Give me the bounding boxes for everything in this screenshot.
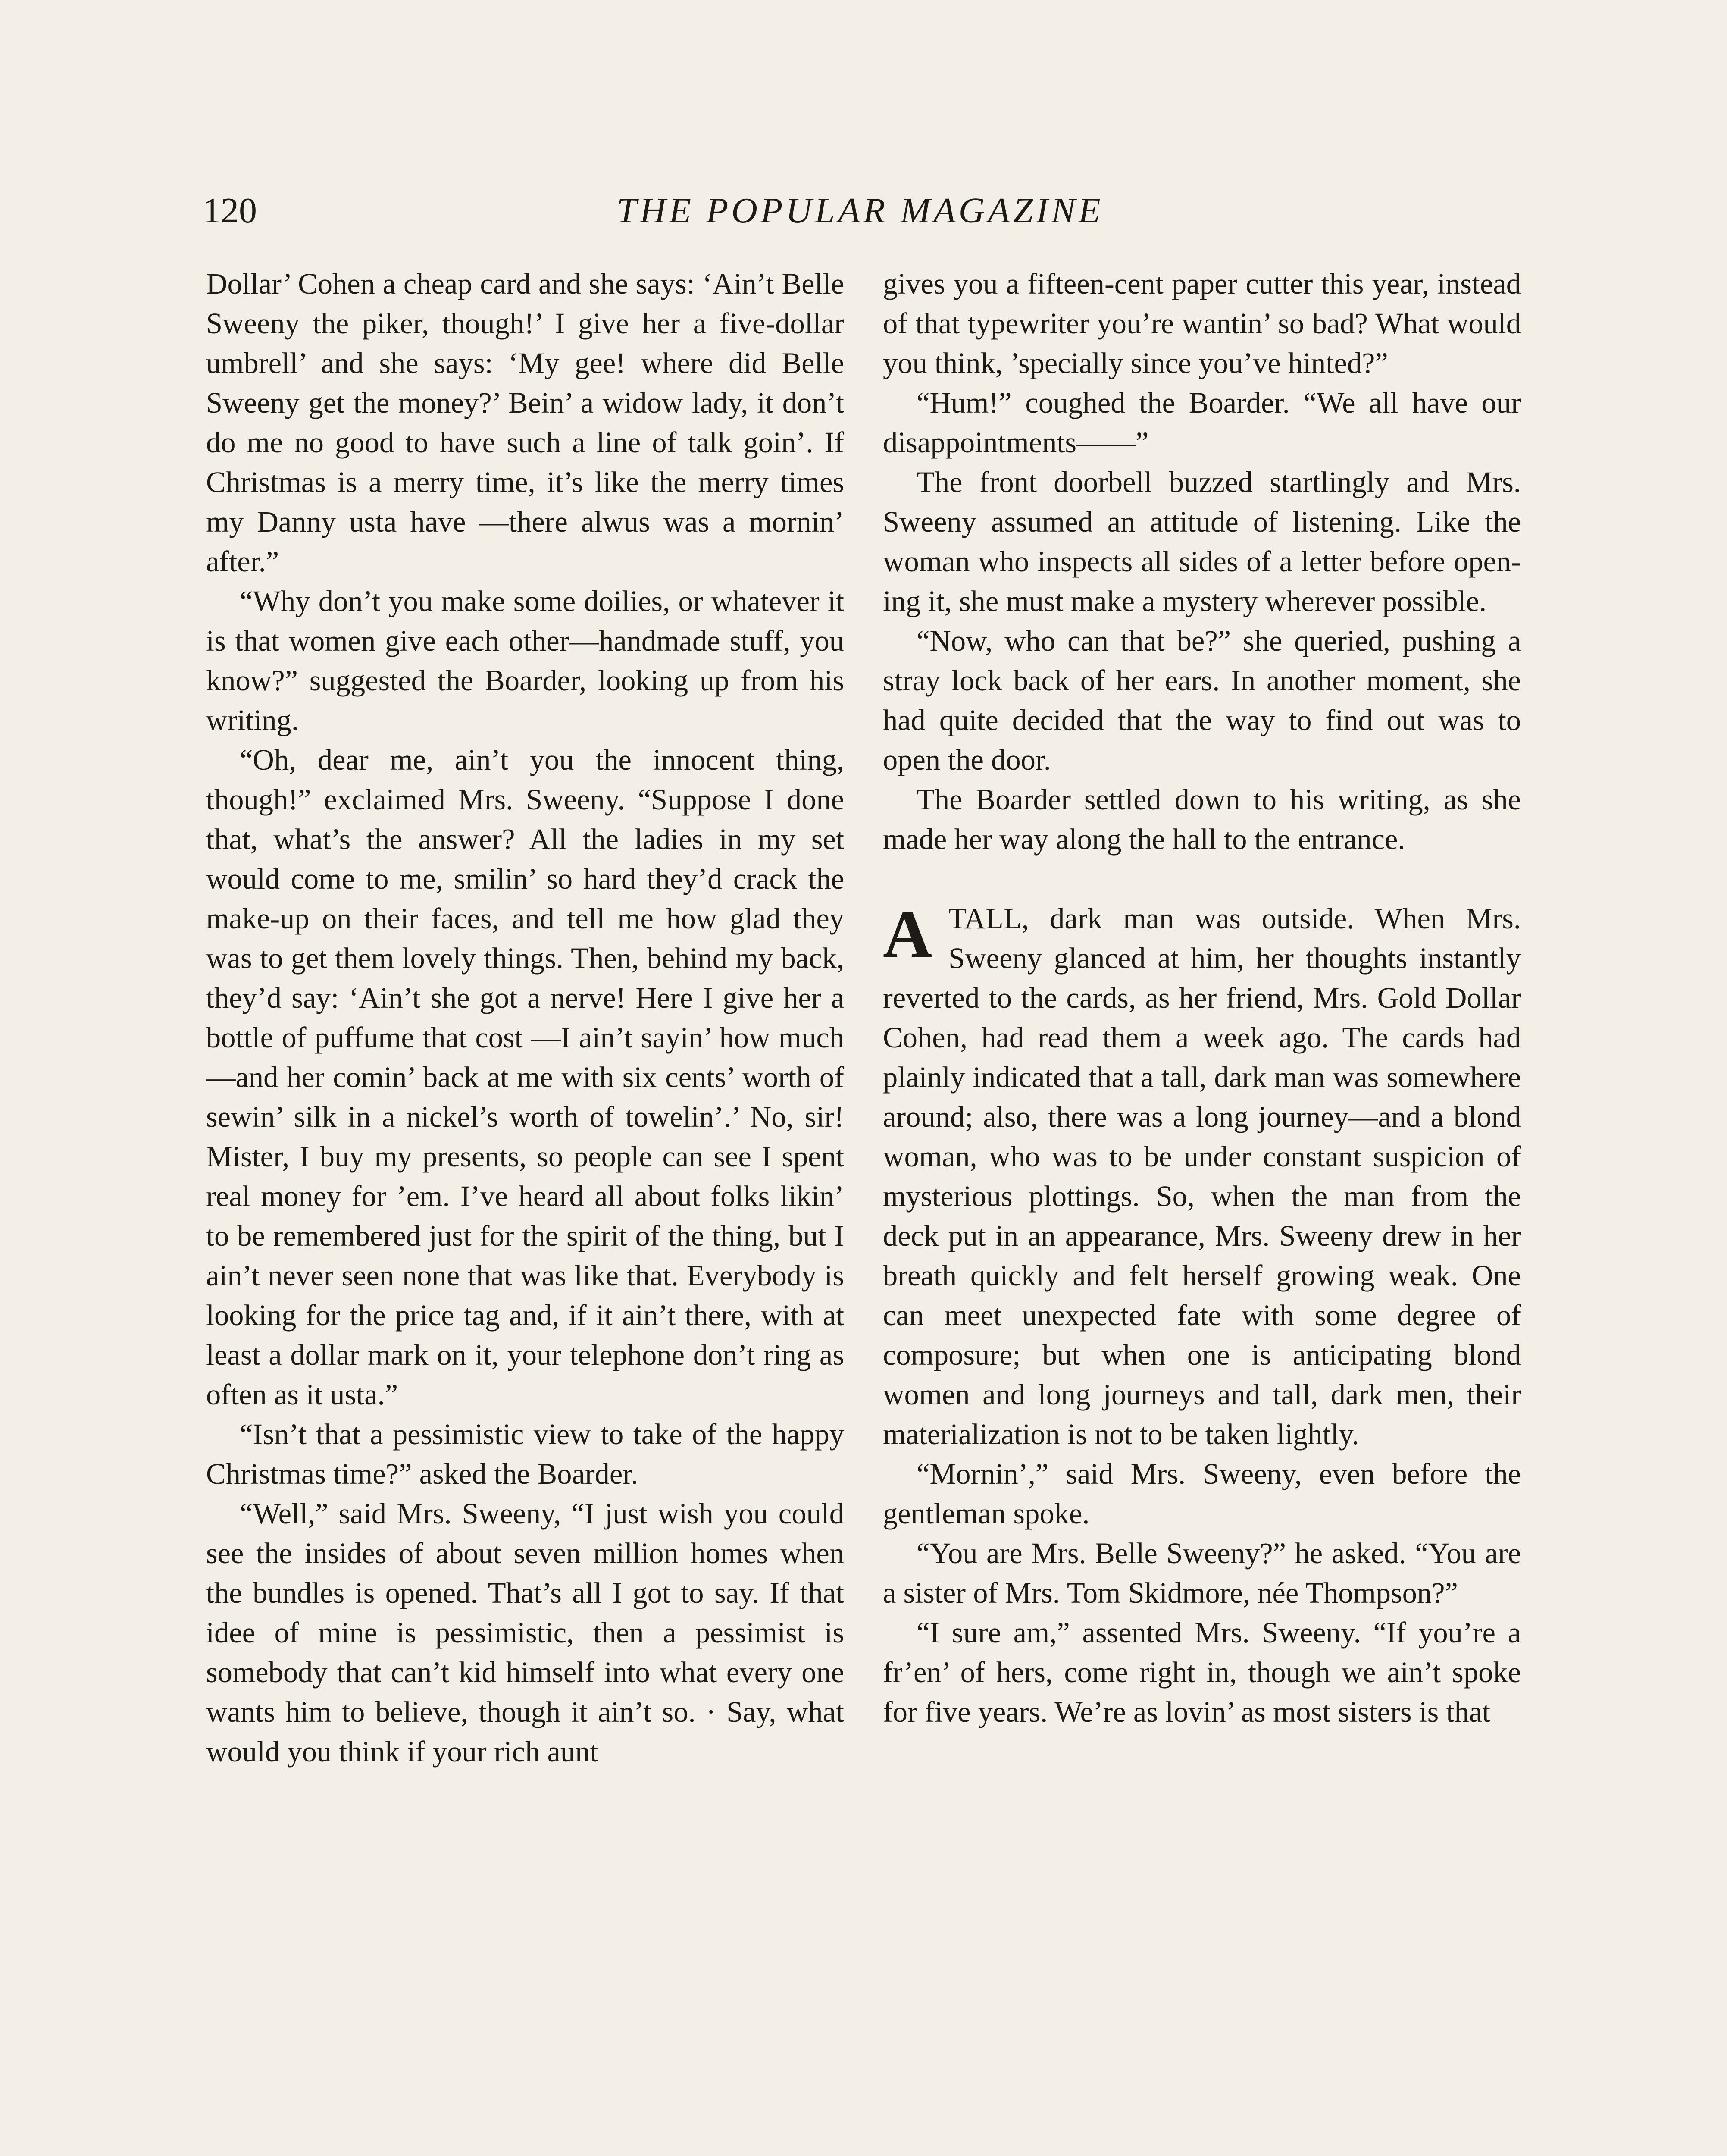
paragraph: “Mornin’,” said Mrs. Sweeny, even before the gentleman spoke. bbox=[883, 1457, 1521, 1530]
section-opening-text: TALL, dark man was outside. When Mrs. Sweeny glanced at him, her thoughts instantly reverted to the cards, as her friend, Mrs. Gold Dollar Cohen, had read them a week ago. The cards had plainly indicated that a tall, dark man was somewhere around; also, there was a long journey—and a blond woman, who was to be under constant suspicion of mysterious plottings. So, when the man from the deck put in an appearance, Mrs. Sweeny drew in her breath quickly and felt herself growing weak. One can meet unexpected fate with some degree of composure; but when one is anticipating blond women and long journeys and tall, dark men, their materialization is not to be taken lightly. bbox=[883, 902, 1521, 1451]
paragraph: “Isn’t that a pessimistic view to take of the happy Christmas time?” asked the Boarder. bbox=[206, 1418, 844, 1490]
paragraph: “Hum!” coughed the Boarder. “We all have our disappointments——” bbox=[883, 386, 1521, 459]
paragraph: “Well,” said Mrs. Sweeny, “I just wish you could see the insides of about seven million homes when the bundles is opened. That’s all I got to say. If that idee of mine is pessimistic, then a pessimist is somebody that can’t kid himself into what every one wants him to believe, though it ain’t so. · Say, what would you think if your rich aunt bbox=[206, 1497, 844, 1768]
drop-cap: A bbox=[883, 896, 932, 972]
page-header bbox=[203, 190, 1517, 241]
section-opening-paragraph bbox=[883, 896, 1521, 1454]
left-column bbox=[206, 264, 844, 1771]
paragraph: The Boarder settled down to his writing, as she made her way along the hall to the entrance. bbox=[883, 783, 1521, 856]
paragraph: The front doorbell buzzed startlingly and Mrs. Sweeny assumed an attitude of listening. Like the woman who inspects all sides of a letter before opening it, she must make a mystery wherever possible. bbox=[883, 466, 1521, 617]
running-title: THE POPULAR MAGAZINE bbox=[616, 191, 1104, 231]
paragraph: gives you a fifteen-cent paper cutter this year, instead of that typewriter you’re wantin’ so bad? What would you think, ’specially since you’ve hinted?” bbox=[883, 267, 1521, 379]
page-number: 120 bbox=[203, 191, 257, 231]
paragraph: “Why don’t you make some doilies, or whatever it is that women give each other—handmade stuff, you know?” suggested the Boarder, looking up from his writing. bbox=[206, 585, 844, 736]
paragraph: “Oh, dear me, ain’t you the innocent thing, though!” exclaimed Mrs. Sweeny. “Suppose I done that, what’s the answer? All the ladies in my set would come to me, smilin’ so hard they’d crack the make-up on their faces, and tell me how glad they was to get them lovely things. Then, behind my back, they’d say: ‘Ain’t she got a nerve! Here I give her a bottle of puffume that cost —I ain’t sayin’ how much—and her comin’ back at me with six cents’ worth of sewin’ silk in a nickel’s worth of towelin’.’ No, sir! Mister, I buy my presents, so people can see I spent real money for ’em. I’ve heard all about folks likin’ to be remembered just for the spirit of the thing, but I ain’t never seen none that was like that. Everybody is looking for the price tag and, if it ain’t there, with at least a dollar mark on it, your telephone don’t ring as often as it usta.” bbox=[206, 743, 844, 1411]
paragraph: Dollar’ Cohen a cheap card and she says: ‘Ain’t Belle Sweeny the piker, though!’ I give her a five-dollar umbrell’ and she says: ‘My gee! where did Belle Sweeny get the money?’ Bein’ a widow lady, it don’t do me no good to have such a line of talk goin’. If Christmas is a merry time, it’s like the merry times my Danny usta have —there alwus was a mornin’ after.” bbox=[206, 267, 844, 578]
right-column bbox=[883, 264, 1521, 1732]
paragraph: “I sure am,” assented Mrs. Sweeny. “If you’re a fr’en’ of hers, come right in, though we ain’t spoke for five years. We’re as lovin’ as most sisters is that bbox=[883, 1616, 1521, 1728]
paragraph: “You are Mrs. Belle Sweeny?” he asked. “You are a sister of Mrs. Tom Skidmore, née Thompson?” bbox=[883, 1537, 1521, 1609]
paragraph: “Now, who can that be?” she queried, pushing a stray lock back of her ears. In another moment, she had quite decided that the way to find out was to open the door. bbox=[883, 624, 1521, 776]
